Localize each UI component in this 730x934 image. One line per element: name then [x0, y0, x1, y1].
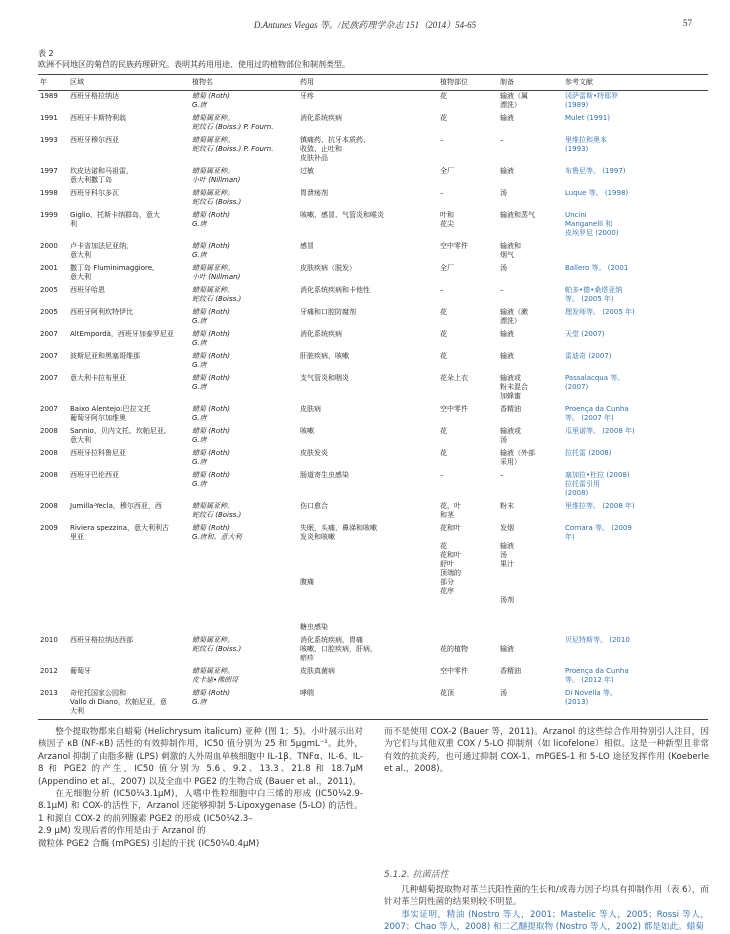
- cell-use: 肝脏疾病，咳嗽: [300, 352, 349, 360]
- plant-name-line: G.唐: [192, 480, 207, 488]
- cell-prep: 输液或 粉末混合 加蜂蜜: [500, 374, 528, 400]
- plant-name-line: 蛇纹石 (Boiss.): [192, 198, 242, 206]
- cell-plant: [190, 688, 298, 720]
- header-region: 区域: [68, 75, 190, 91]
- header-preparation: 制备: [498, 75, 563, 91]
- cell-ref: 理发师等。 (2005 年): [565, 308, 635, 316]
- table-row: [38, 329, 708, 351]
- plant-name-line: 蜡菊 (Roth): [192, 374, 231, 382]
- cell-year: 2001: [40, 264, 58, 272]
- cell-part: 花: [440, 449, 447, 457]
- cell-part: 花的植物: [440, 645, 468, 653]
- cell-region: 奇伦托国家公园和 Vallo di Diano，坎帕尼亚，意 大利: [68, 688, 190, 720]
- cell-ref: Passalacqua 等。 (2007): [565, 374, 625, 391]
- body-paragraph: 而不是使用 COX-2 (Bauer 等，2011)。Arzanol 的这些综合作用特别引人注目，因为它们与其他双重 COX / 5-LO 抑制剂（如 licofelone）相似。这是一种新型且非常有效的抗炎药，也可通过抑制 COX-1、mPGES-1 和 5-LO 途径发挥作用 (Koeberle et al.，2008)。: [384, 727, 709, 775]
- cell-part: 全厂: [440, 264, 454, 272]
- cell-year: 2012: [40, 667, 58, 675]
- plant-name-line: 蜡菊属亚种。: [192, 636, 234, 644]
- table-row: [38, 448, 708, 470]
- table-row: [38, 523, 708, 635]
- cell-prep: –: [500, 471, 504, 479]
- cell-prep: –: [500, 136, 504, 144]
- cell-use: 失眠，头痛，鼻涕和咳嗽 发炎和咳嗽 腹痛 糖虫感染: [300, 524, 377, 631]
- cell-use: 消化系统疾病: [300, 330, 342, 338]
- plant-name-line: 蛇纹石 (Boiss.): [192, 295, 242, 303]
- cell-part: –: [440, 286, 444, 294]
- plant-name-line: G.唐: [192, 251, 207, 259]
- cell-plant: [190, 635, 298, 666]
- cell-year: 1998: [40, 189, 58, 197]
- plant-name-line: 蛇纹石 (Boiss.): [192, 511, 242, 519]
- plant-name-line: G.唐: [192, 458, 207, 466]
- table-body: [38, 91, 708, 720]
- cell-ref: 塞加拉•杜拉 (2008) 拉托雷引用 (2008): [565, 471, 630, 497]
- plant-name-line: 蜡菊属亚种。: [192, 667, 234, 675]
- cell-use: 咳嗽、感冒、气管炎和喉炎: [300, 211, 384, 219]
- cell-ref: Cornara 等。 (2009 年): [565, 524, 632, 541]
- cell-plant: [190, 329, 298, 351]
- cell-year: 1997: [40, 167, 58, 175]
- cell-prep: 输液或 汤: [500, 427, 521, 444]
- plant-name-line: 蜡菊属亚种。: [192, 286, 234, 294]
- cell-year: 1999: [40, 211, 58, 219]
- cell-plant: [190, 135, 298, 166]
- cell-prep: 输液: [500, 645, 514, 653]
- cell-region: Giglio、托斯卡纳群岛，意大 利: [70, 211, 160, 228]
- cell-part: 花，叶 和茎: [440, 502, 461, 519]
- cell-year: 2000: [40, 242, 58, 250]
- cell-part: 花: [440, 114, 447, 122]
- cell-region: AltEmpordà，西班牙加泰罗尼亚: [70, 330, 174, 338]
- header-plant-name: 植物名: [190, 75, 298, 91]
- cell-prep: 输液（漱 漂洗）: [500, 308, 528, 325]
- cell-region: 意大利卡拉布里亚: [70, 374, 126, 382]
- running-head: D.Antunes Viegas 等。/民族药理学杂志 151（2014）54-65: [253, 20, 477, 30]
- cell-use: 消化系统疾病，胃痛 咳嗽，口腔疾病，肝病， 瘀疹: [300, 636, 377, 662]
- cell-part: 花顶: [438, 688, 498, 720]
- cell-plant: [190, 470, 298, 501]
- cell-ref: 瓜里诺等。 (2008 年): [565, 427, 635, 435]
- cell-year: 2007: [40, 330, 58, 338]
- cell-region: 西班牙哈恩: [70, 286, 105, 294]
- cell-use: 皮肤疾病（脱发）: [300, 264, 356, 272]
- section-heading: 5.1.2. 抗菌活性: [384, 869, 449, 880]
- cell-part: –: [440, 471, 444, 479]
- cell-plant: [190, 166, 298, 188]
- plant-name-line: 小叶 (Nillman): [192, 176, 241, 184]
- plant-name-line: 蜡菊属亚种。: [192, 114, 234, 122]
- ethnopharmacology-table: [38, 74, 708, 720]
- cell-part: 花: [440, 427, 447, 435]
- plant-name-line: 蜡菊 (Roth): [192, 405, 231, 413]
- cell-region: Jumilla-Yecla，穆尔西亚，西: [70, 502, 162, 510]
- cell-use: 咳嗽: [300, 427, 314, 435]
- cell-ref: Mulet (1991): [565, 114, 610, 122]
- plant-name-line: 蛇纹石 (Boiss.): [192, 645, 242, 653]
- plant-name-line: G.唐: [192, 220, 207, 228]
- plant-name-line: 蜡菊 (Roth): [192, 308, 231, 316]
- cell-year: 2005: [40, 286, 58, 294]
- cell-prep: 汤: [500, 189, 507, 197]
- table-label: 表 2: [38, 49, 54, 58]
- cell-use: 感冒: [300, 242, 314, 250]
- cell-use: 皮肤病: [300, 405, 321, 413]
- cell-plant: [190, 351, 298, 373]
- cell-use: 哮喘: [298, 688, 438, 720]
- plant-name-line: 小叶 (Nillman): [192, 273, 241, 281]
- cell-ref: Luque 等。 (1998): [565, 189, 629, 197]
- table-row: [38, 426, 708, 448]
- cell-plant: [190, 188, 298, 210]
- cell-part: 空中零件: [440, 405, 468, 413]
- table-row: [38, 470, 708, 501]
- table-row: [38, 91, 708, 114]
- cell-ref: 冈萨雷斯•特耶罗 (1989): [565, 92, 619, 109]
- header-plant-part: 植物部位: [438, 75, 498, 91]
- cell-part: 花和叶 花 花和叶 舒叶 顶端的 部分 花序: [440, 524, 461, 595]
- cell-ref: Proença da Cunha 等。 (2007 年): [565, 405, 629, 422]
- plant-name-line: 蜡菊属亚种。: [192, 136, 234, 144]
- cell-plant: [190, 501, 298, 523]
- cell-region: 撒丁岛 Fluminimaggiore, 意大利: [70, 264, 155, 281]
- cell-region: Riviera spezzina，意大利利古 里亚: [70, 524, 170, 541]
- cell-prep: 输液: [500, 167, 514, 175]
- cell-part: 空中零件: [440, 667, 468, 675]
- plant-name-line: 蜡菊 (Roth): [192, 449, 231, 457]
- cell-year: 2009: [40, 524, 58, 532]
- cell-prep: 汤: [498, 688, 563, 720]
- cell-year: 1991: [40, 114, 58, 122]
- cell-use: 消化系统疾病: [300, 114, 342, 122]
- cell-part: 全厂: [440, 167, 454, 175]
- plant-name-line: 蜡菊 (Roth): [192, 524, 231, 532]
- body-column-left: [38, 726, 363, 850]
- cell-year: 2010: [40, 636, 58, 644]
- table-row: [38, 501, 708, 523]
- plant-name-line: 蜡菊 (Roth): [192, 211, 231, 219]
- cell-ref: 雷迪奇 (2007): [565, 352, 612, 360]
- table-row: [38, 666, 708, 688]
- cell-plant: [190, 307, 298, 329]
- plant-name-line: G.唐: [192, 383, 207, 391]
- cell-year: 2007: [40, 352, 58, 360]
- header-reference: 参考文献: [563, 75, 708, 91]
- cell-year: 2008: [40, 502, 58, 510]
- header-year: 年: [38, 75, 68, 91]
- cell-ref: Di Novella 等。 (2013): [563, 688, 708, 720]
- cell-year: 2008: [40, 471, 58, 479]
- cell-region: Sannio、贝内文托、坎帕尼亚, 意大利: [70, 427, 167, 444]
- cell-use: 皮肤真菌病: [300, 667, 335, 675]
- plant-name-line: G.唐: [192, 414, 207, 422]
- cell-plant: [190, 666, 298, 688]
- table-row: [38, 285, 708, 307]
- body-paragraph: 在无细胞分析 (IC50¼3.1μM)，人嗜中性粒细胞中白三烯的形成 (IC50¼2.9-8.1μM) 和 COX-的活性下，Arzanol 还能够抑制 5-Lipoxygenase (5-LO) 的活性。1 和源自 COX-2 的前列腺素 PGE2 的形成 (IC50¼2.3–: [38, 789, 363, 824]
- cell-part: 花: [440, 330, 447, 338]
- plant-name-line: 蜡菊 (Roth): [192, 427, 231, 435]
- table-row: [38, 188, 708, 210]
- cell-year: 2013: [38, 688, 68, 720]
- table-row: [38, 113, 708, 135]
- cell-ref: 里维拉等。 (2008 年): [565, 502, 635, 510]
- cell-plant: [190, 91, 298, 114]
- cell-region: 西班牙科尔多瓦: [70, 189, 119, 197]
- cell-prep: 输液: [500, 330, 514, 338]
- plant-name-line: G.唐: [192, 436, 207, 444]
- cell-use: 牙痛和口腔防腐剂: [300, 308, 356, 316]
- cell-prep: 香精油: [500, 405, 521, 413]
- cell-ref: 帕多•德•桑塔亚纳 等。 (2005 年): [565, 286, 623, 303]
- cell-region: 西班牙拉科鲁尼亚: [70, 449, 126, 457]
- cell-part: –: [440, 136, 444, 144]
- cell-prep: 输液: [500, 352, 514, 360]
- cell-part: –: [440, 189, 444, 197]
- cell-prep: 输液: [500, 114, 514, 122]
- plant-name-line: G.唐: [192, 361, 207, 369]
- cell-plant: [190, 448, 298, 470]
- cell-ref: [563, 241, 708, 263]
- plant-name-line: 皮卡迪•佛朗哥: [192, 676, 239, 684]
- cell-part: 叶和 花尖: [440, 211, 454, 228]
- cell-region: 西班牙格拉纳达: [70, 92, 119, 100]
- cell-part: 花朵上衣: [440, 374, 468, 382]
- cell-region: Baixo Alentejo:巴拉文托 葡萄牙阿尔加维奥: [70, 405, 151, 422]
- header-medicinal-use: 药用: [298, 75, 438, 91]
- table-row: [38, 241, 708, 263]
- cell-year: 2007: [40, 374, 58, 382]
- table-caption: 欧洲不同地区的菊苣的民族药理研究。表明其药用用途、使用过的植物部位和制剂类型。: [38, 60, 350, 69]
- cell-use: 支气管炎和咽炎: [300, 374, 349, 382]
- cell-use: 消化系统疾病和卡他性: [300, 286, 370, 294]
- cell-year: 1993: [40, 136, 58, 144]
- table-row: [38, 263, 708, 285]
- plant-name-line: G.唐: [192, 101, 207, 109]
- cell-year: 1989: [40, 92, 58, 100]
- plant-name-line: G.唐和。意大利: [192, 533, 242, 541]
- cell-ref: 拉托雷 (2008): [565, 449, 612, 457]
- cell-ref: 天堂 (2007): [565, 330, 605, 338]
- plant-name-line: 蜡菊 (Roth): [192, 92, 231, 100]
- plant-name-line: G.唐: [192, 317, 207, 325]
- table-row: [38, 135, 708, 166]
- cell-ref: Ballero 等。 (2001: [565, 264, 629, 272]
- cell-use: 皮肤发炎: [300, 449, 328, 457]
- cell-region: 西班牙卡斯特利翁: [70, 114, 126, 122]
- cell-region: 西班牙阿利坎特伊比: [70, 308, 133, 316]
- cell-region: 卢卡省加法尼亚纳， 意大利: [70, 242, 133, 259]
- plant-name-line: 蜡菊 (Roth): [192, 242, 231, 250]
- table-row: [38, 166, 708, 188]
- cell-year: 2008: [40, 427, 58, 435]
- cell-region: 西班牙巴伦西亚: [70, 471, 119, 479]
- table-row: [38, 351, 708, 373]
- cell-plant: [190, 523, 298, 635]
- cell-plant: [190, 404, 298, 426]
- cell-ref: 里维拉和奥本 (1993): [565, 136, 607, 153]
- cell-region: 葡萄牙: [70, 667, 91, 675]
- cell-part: 花: [440, 308, 447, 316]
- cell-year: 2007: [40, 405, 58, 413]
- cell-part: 花: [440, 92, 447, 100]
- cell-prep: 发烟 输液 汤 果汁 汤剂: [500, 524, 514, 604]
- plant-name-line: 蜡菊 (Roth): [192, 330, 231, 338]
- table-row: [38, 404, 708, 426]
- table-row: [38, 307, 708, 329]
- cell-use: 肠道寄生虫感染: [300, 471, 349, 479]
- table-header-row: [38, 75, 708, 91]
- table-row: [38, 688, 708, 720]
- plant-name-line: 蜡菊属亚种。: [192, 502, 234, 510]
- plant-name-line: G.唐: [192, 339, 207, 347]
- cell-plant: [190, 373, 298, 404]
- cell-prep: 输液和蒸气: [500, 211, 535, 219]
- cell-use: 伤口愈合: [300, 502, 328, 510]
- body-paragraph-citations: 事实证明，精油 (Nostro 等人，2001；Mastelic 等人，2005；Rossi 等人，2007；Chao 等人，2008) 和二乙醚提取物 (Nostro 等人，2002) 都是如此。蜡菊: [384, 909, 709, 933]
- cell-use: 过敏: [300, 167, 314, 175]
- plant-name-line: 蛇纹石 (Boiss.) P. Fourn.: [192, 145, 274, 153]
- cell-prep: –: [500, 286, 504, 294]
- cell-prep: 粉末: [500, 502, 514, 510]
- body-paragraph: 2.9 μM) 发现后者的作用是由于 Arzanol 的: [38, 826, 206, 837]
- cell-ref: Uncini Manganelli 和 皮埃罗尼 (2000): [565, 211, 619, 237]
- plant-name-line: 蜡菊属亚种。: [192, 264, 234, 272]
- cell-region: 坎皮达诺和马祖雷， 意大利撒丁岛: [70, 167, 133, 184]
- cell-prep: 香精油: [500, 667, 521, 675]
- cell-year: 2005: [40, 308, 58, 316]
- cell-region: 西班牙格拉纳达西部: [70, 636, 133, 644]
- cell-use: 胃溃疡剂: [300, 189, 328, 197]
- cell-part: 空中零件: [440, 242, 468, 250]
- body-column-right: [384, 726, 709, 934]
- page-number: 57: [683, 18, 692, 28]
- cell-plant: [190, 263, 298, 285]
- plant-name-line: 蛇纹石 (Boiss.) P. Fourn.: [192, 123, 274, 131]
- plant-name-line: 蜡菊 (Roth): [192, 689, 231, 697]
- body-paragraph: 几种蜡菊提取物对革兰氏阳性菌的生长和/或毒力因子均具有抑制作用（表 6），而针对革兰阴性菌的结果则较不明显。: [384, 885, 709, 908]
- plant-name-line: 蜡菊 (Roth): [192, 352, 231, 360]
- cell-plant: [190, 113, 298, 135]
- plant-name-line: G.唐: [192, 698, 207, 706]
- cell-year: 2008: [40, 449, 58, 457]
- plant-name-line: 蜡菊属亚种。: [192, 189, 234, 197]
- table-row: [38, 373, 708, 404]
- cell-use: 镇痛药、抗牙本质药、 收敛、止吐和 皮肤补品: [300, 136, 370, 162]
- cell-prep: 汤: [500, 264, 507, 272]
- cell-ref: Proença da Cunha 等。 (2012 年): [565, 667, 629, 684]
- cell-use: 牙疼: [300, 92, 314, 100]
- body-paragraph: 微粒体 PGE2 合酶 (mPGES) 引起的干扰 (IC50¼0.4μM): [38, 838, 260, 849]
- cell-region: 波斯尼亚和黑塞哥维那: [70, 352, 140, 360]
- cell-plant: [190, 285, 298, 307]
- body-paragraph: 整个提取物都来自蜡菊 (Helichrysum italicum) 亚种 (图 1；5)。小叶展示出对核因子 κB (NF-κB) 活性的有效抑制作用，IC50 值分别为 25 和 5μgmL⁻¹。此外，Arzanol 抑制了由脂多糖 (LPS) 刺激的人外周血单核细胞中 IL-1β、TNFα、IL-6、IL-8 和 PGE2 的产生，IC50 值分别为 5.6、9.2、13.3、21.8 和 18.7μM (Appendino et al.，2007) 以及全血中 PGE2 的生物合成 (Bauer et al.，2011)。: [38, 727, 363, 787]
- cell-plant: [190, 426, 298, 448]
- plant-name-line: 蜡菊属亚种。: [192, 167, 234, 175]
- cell-ref: 贝尼特斯等。 (2010: [565, 636, 630, 644]
- cell-prep: 输液（外部 采用）: [500, 449, 535, 466]
- cell-prep: 输液（属 漂洗）: [500, 92, 528, 109]
- table-row: [38, 635, 708, 666]
- cell-prep: 输液和 烟气: [500, 242, 521, 259]
- cell-plant: [190, 241, 298, 263]
- cell-plant: [190, 210, 298, 241]
- cell-ref: 布鲁尼等。 (1997): [565, 167, 626, 175]
- plant-name-line: 蜡菊 (Roth): [192, 471, 231, 479]
- table-row: [38, 210, 708, 241]
- cell-part: 花: [440, 352, 447, 360]
- cell-region: 西班牙穆尔西亚: [70, 136, 119, 144]
